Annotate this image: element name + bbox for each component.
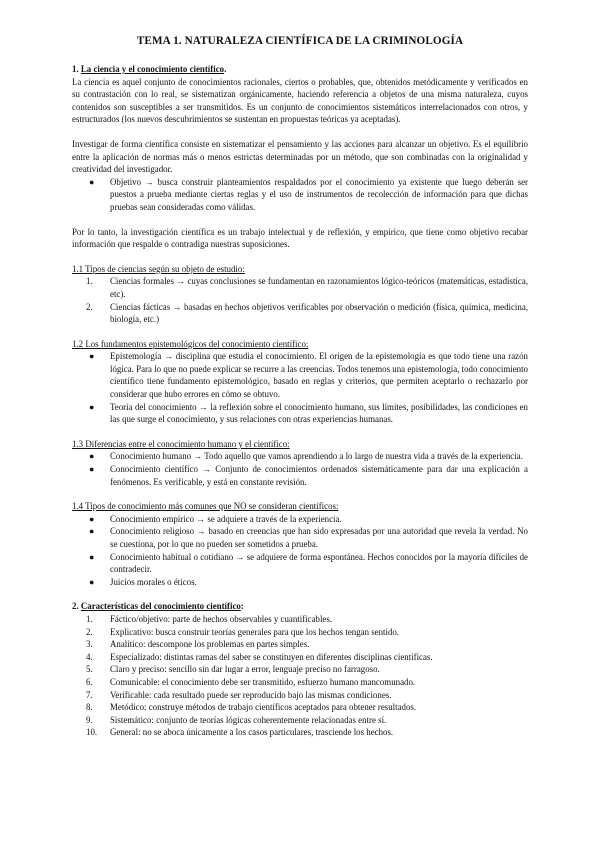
list-item: 7. Verificable: cada resultado puede ser reproducido bajo las mismas condiciones. [86,689,392,700]
list-item: ● Conocimiento habitual o cotidiano → se adquiere de forma espontánea. Hechos conocidos por la mayoría difíciles de contradecir. [89,551,528,575]
section-1-paragraph-1: La ciencia es aquel conjunto de conocimientos racionales, ciertos o probables, que, obtenidos metódicamente y verificados en su contrastación con lo real, se sistematizan orgánicamente, haciendo referencia a objetos de una misma naturaleza, cuyos contenidos son susceptibles a ser transmitidos. Es un conjunto de conocimientos sistemáticos interrelacionados con otros, y estructurados (los nuevos descubrimientos se sustentan en propuestas teóricas ya aceptadas). [72,76,528,125]
section-1-4-list [72,513,528,589]
section-1-bullet-list [72,176,528,214]
list-item: 2. Ciencias fácticas → basadas en hechos objetivos verificables por observación o medición (física, química, medicina, biología, etc.) [86,301,528,325]
list-item: 6. Comunicable: el conocimiento debe ser transmitido, esfuerzo humano mancomunado. [86,676,416,687]
bullet-icon: ● [89,551,95,562]
list-item: 1. Fáctico/objetivo: parte de hechos observables y cuantificables. [86,613,333,624]
list-item: ● Teoría del conocimiento → la reflexión sobre el conocimiento humano, sus límites, posibilidades, las condiciones en las que surge el conocimiento, y sus relaciones con otras experiencias humanas. [89,401,528,425]
bullet-icon: ● [89,526,95,537]
bullet-icon: ● [89,351,95,362]
list-item: 2. Explicativo: busca construir teorías generales para que los hechos tengan sentido. [86,626,400,637]
section-1-title: La ciencia y el conocimiento científico [80,64,225,74]
list-item: 1. Ciencias formales → cuyas conclusiones se fundamentan en razonamientos lógico-teóricos (matemáticas, estadística, etc). [86,276,528,299]
section-1-3-title: 1.3 Diferencias entre el conocimiento humano y el científico: [72,438,290,449]
list-item: ● Objetivo → busca construir planteamientos respaldados por el conocimiento ya existente que luego deberán ser puestos a prueba mediante ciertas reglas y el uso de instrumentos de recolección de información para que dichas pruebas sean consideradas como válidas. [89,176,528,212]
bullet-icon: ● [89,513,95,524]
section-1-number: 1. [72,64,79,74]
section-1-paragraph-3: Por lo tanto, la investigación científica es un trabajo intelectual y de reflexión, y empírico, que tiene como objetivo recabar información que respalde o contradiga nuestras suposiciones. [72,226,528,250]
list-item: ● Conocimiento empírico → se adquiere a través de la experiencia. [89,513,342,524]
list-item: ● Conocimiento religioso → basado en creencias que han sido expresadas por una autoridad que revela la verdad. No se cuestiona, por lo que no pueden ser sometidos a prueba. [89,526,528,549]
list-item: 10. General: no se aboca únicamente a los casos particulares, trasciende los hechos. [86,727,394,738]
list-item: ● Conocimiento científico → Conjunto de conocimientos ordenados sistemáticamente para dar una explicación a fenómenos. Es verificable, y está en constante revisión. [89,464,528,487]
section-1-3-list [72,450,528,488]
section-1-2-title: 1.2 Los fundamentos epistemológicos del conocimiento científico: [72,338,309,349]
section-2-heading: 2. Características del conocimiento científico: [72,601,244,612]
section-1-heading: 1. La ciencia y el conocimiento científico. [72,64,227,74]
list-item: ● Juicios morales o éticos. [89,576,197,587]
list-item: ● Epistemología → disciplina que estudia el conocimiento. El origen de la epistemología es que todo tiene una razón lógica. Para lo que no puede explicar se recurre a las creencias. Todos tenemos una epistemología, todo conocimiento científico tiene fundamento epistemológico, basado en reglas y criterios, que permiten aceptarlo o rechazarlo por considerar que hubo errores en cómo se obtuvo. [89,351,528,400]
bullet-icon: ● [89,451,95,462]
list-item: 4. Especializado: distintas ramas del saber se constituyen en diferentes disciplinas científicas. [86,651,433,662]
section-1-1-title: 1.1 Tipos de ciencias según su objeto de estudio: [72,263,245,274]
bullet-icon: ● [89,576,95,587]
document-title: TEMA 1. NATURALEZA CIENTÍFICA DE LA CRIMINOLOGÍA [136,35,464,47]
list-item: 3. Analítico: descompone los problemas en partes simples. [86,639,310,650]
section-2-list [72,613,528,739]
section-2-title: Características del conocimiento científico [80,601,241,612]
list-item: 5. Claro y preciso: sencillo sin dar lugar a error, lenguaje preciso no farragoso. [86,664,380,675]
bullet-icon: ● [89,401,95,412]
section-1-1-list [72,275,528,325]
section-1-4-title: 1.4 Tipos de conocimiento más comunes que NO se consideran científicos: [72,501,339,512]
section-1-paragraph-2: Investigar de forma científica consiste en sistematizar el pensamiento y las acciones para alcanzar un objetivo. Es el equilibrio entre la aplicación de normas más o menos estrictas determinadas por un método, que son combinadas con la originalidad y creatividad del investigador. [72,138,528,175]
bullet-icon: ● [89,464,95,475]
bullet-icon: ● [89,176,95,187]
list-item: 9. Sistemático: conjunto de teorías lógicas coherentemente relacionadas entre sí. [86,714,387,725]
list-item: ● Conocimiento humano → Todo aquello que vamos aprendiendo a lo largo de nuestra vida a través de la experiencia. [89,451,523,462]
section-1-2-list [72,350,528,426]
section-2-number: 2. [72,601,79,612]
list-item: 8. Metódico: construye métodos de trabajo científicos aceptados para obtener resultados. [86,702,417,713]
